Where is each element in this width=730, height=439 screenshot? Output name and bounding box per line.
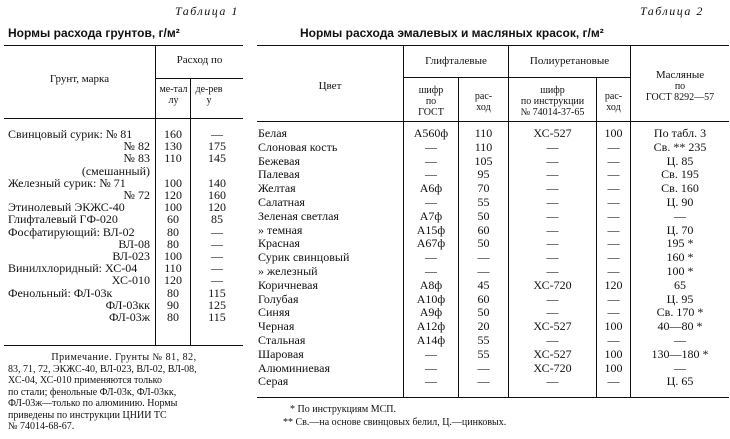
table1-caption: Таблица 1: [175, 4, 239, 18]
metal-rate: 110: [164, 261, 182, 276]
header-line: шифр: [540, 85, 565, 96]
header-line: № 74014-37-65: [520, 107, 585, 118]
oil-rate: 130—180 *: [651, 346, 709, 361]
poly-code: —: [546, 181, 559, 196]
header-line: ГОСТ: [418, 107, 444, 118]
poly-code: ХС-720: [533, 360, 572, 375]
color-name: Серая: [258, 374, 289, 389]
table1-header-primer: Грунт, марка: [49, 73, 110, 85]
oil-rate: —: [674, 360, 686, 375]
glyph-rate: 50: [477, 236, 490, 251]
glyph-rate: 60: [477, 291, 490, 306]
table2-header-glyph: Глифталевые: [425, 55, 487, 67]
glyph-rate: 50: [477, 305, 490, 320]
note-line: Примечание. Грунты № 81, 82,: [51, 352, 197, 363]
poly-code: ХС-527: [533, 126, 572, 140]
wood-rate: —: [211, 127, 223, 141]
primer-name: Винилхлоридный: ХС-04: [8, 261, 138, 276]
glyph-code: А67ф: [416, 236, 446, 251]
primer-name: Глифталевый ГФ-020: [8, 212, 118, 227]
note-line: 83, 71, 72, ЭКЖС-40, ВЛ-023, ВЛ-02, ВЛ-08,: [8, 363, 197, 375]
primer-name: ФЛ-03кк: [105, 297, 150, 312]
header-line: рас-: [474, 91, 493, 102]
color-name: Алюминиевая: [258, 360, 330, 375]
poly-rate: —: [607, 264, 620, 278]
color-name: Красная: [258, 236, 300, 251]
metal-rate: 80: [167, 310, 179, 324]
note-line: приведены по инструкции ЦНИИ ТС: [8, 409, 167, 421]
color-name: Салатная: [258, 195, 305, 209]
wood-rate: 145: [208, 151, 226, 166]
glyph-rate: 50: [477, 208, 490, 223]
glyph-rate: 55: [477, 346, 490, 361]
oil-rate: —: [674, 333, 686, 347]
glyph-rate: 70: [477, 181, 490, 196]
metal-rate: 110: [164, 151, 182, 166]
primer-name: ВЛ-08: [118, 236, 150, 251]
poly-code: —: [546, 167, 559, 182]
poly-rate: —: [607, 167, 620, 182]
primer-name: Свинцовый сурик: № 81: [8, 127, 133, 141]
poly-rate: —: [607, 236, 620, 251]
color-name: Зеленая светлая: [258, 208, 339, 223]
glyph-rate: 55: [477, 333, 490, 347]
wood-rate: —: [211, 249, 223, 263]
poly-code: —: [546, 250, 559, 265]
glyph-rate: 20: [477, 319, 490, 334]
metal-rate: 60: [167, 212, 179, 227]
poly-code: ХС-720: [533, 277, 572, 292]
table1-note: [8, 352, 240, 433]
poly-code: ХС-527: [533, 346, 572, 361]
glyph-code: А560ф: [413, 126, 449, 140]
table2-header-glyph-rate: [459, 91, 508, 113]
wood-rate: —: [211, 273, 223, 288]
poly-code: ХС-527: [533, 319, 572, 334]
color-name: » темная: [258, 222, 303, 237]
oil-rate: По табл. 3: [653, 126, 707, 140]
glyph-code: —: [425, 346, 437, 361]
oil-rate: Св. 195: [661, 167, 699, 182]
glyph-rate: 105: [474, 153, 493, 168]
poly-code: —: [546, 236, 559, 251]
metal-rate: 100: [164, 200, 182, 215]
color-name: Бежевая: [258, 153, 301, 168]
glyph-code: А12ф: [416, 319, 446, 334]
poly-rate: —: [607, 195, 620, 209]
metal-rate: 80: [167, 224, 179, 239]
glyph-code: А14ф: [416, 333, 446, 347]
color-name: Палевая: [258, 167, 300, 182]
primer-name: ХС-010: [111, 273, 150, 288]
note-line: № 74014-68-67.: [8, 421, 75, 432]
poly-rate: —: [607, 305, 620, 320]
table1-title: Нормы расхода грунтов, г/м²: [8, 26, 180, 40]
poly-code: —: [546, 222, 559, 237]
poly-rate: 100: [604, 346, 623, 361]
wood-rate: 120: [208, 200, 226, 215]
metal-rate: 130: [164, 139, 182, 154]
color-name: Голубая: [258, 291, 299, 306]
header-line: рас-: [604, 91, 623, 102]
note-line: ХС-04, ХС-010 применяются только: [8, 375, 162, 386]
table1-header-consumption: Расход по: [176, 54, 223, 66]
wood-rate: 115: [208, 310, 226, 324]
glyph-rate: 55: [477, 195, 490, 209]
poly-code: —: [546, 208, 559, 223]
table1-header-metal: ме-таллу: [159, 84, 188, 106]
wood-rate: —: [211, 261, 223, 276]
primer-name: № 72: [123, 188, 150, 202]
primer-name: Этинолевый ЭКЖС-40: [8, 200, 125, 215]
primer-name: Фосфатирующий: ВЛ-02: [8, 224, 135, 239]
poly-code: —: [546, 333, 559, 347]
header-line: ход: [476, 102, 491, 113]
primer-name: ВЛ-023: [112, 249, 150, 263]
header-line: шифр: [418, 85, 444, 96]
header-line: по: [425, 96, 437, 107]
poly-rate: —: [607, 208, 620, 223]
glyph-code: А7ф: [419, 208, 443, 223]
primer-name: № 83: [123, 151, 150, 166]
poly-rate: —: [607, 139, 620, 154]
poly-code: —: [546, 195, 559, 209]
glyph-code: —: [425, 139, 437, 154]
metal-rate: 120: [164, 188, 182, 202]
metal-rate: 100: [164, 175, 182, 190]
wood-rate: 175: [208, 139, 226, 154]
oil-rate: 40—80 *: [657, 319, 703, 334]
oil-header-line: Масляные: [655, 69, 705, 81]
oil-rate: 160 *: [666, 250, 694, 265]
poly-code: —: [546, 291, 559, 306]
wood-rate: 140: [208, 175, 226, 190]
glyph-code: А8ф: [419, 277, 443, 292]
poly-rate: 120: [604, 277, 623, 292]
oil-rate: Ц. 90: [666, 195, 694, 209]
color-name: Желтая: [258, 181, 296, 196]
oil-rate: Св. 160: [661, 181, 699, 196]
oil-header-line: ГОСТ 8292—57: [645, 92, 715, 103]
poly-rate: —: [607, 153, 620, 168]
glyph-code: —: [425, 374, 437, 389]
glyph-code: —: [425, 264, 437, 278]
note-line: по стали; фенольные ФЛ-03к, ФЛ-03кк,: [8, 386, 177, 398]
oil-rate: Ц. 85: [666, 153, 694, 168]
glyph-rate: —: [477, 360, 490, 375]
color-name: Синяя: [258, 305, 290, 320]
primer-name: (смешанный): [81, 163, 150, 178]
primer-name: ФЛ-03ж: [108, 310, 150, 324]
glyph-code: —: [425, 167, 437, 182]
metal-rate: 80: [167, 285, 179, 300]
oil-rate: 100 *: [666, 264, 694, 278]
poly-code: —: [546, 374, 559, 389]
poly-code: —: [546, 264, 559, 278]
metal-rate: 100: [164, 249, 182, 263]
note-line: ФЛ-03ж—только по алюминию. Нормы: [8, 398, 178, 409]
oil-rate: Св. 170 *: [656, 305, 704, 320]
oil-rate: 65: [674, 277, 686, 292]
oil-rate: 195 *: [666, 236, 694, 251]
header-line: ход: [606, 102, 621, 113]
table2-header-poly-rate: [597, 91, 630, 113]
metal-rate: 90: [167, 297, 179, 312]
oil-rate: Ц. 95: [666, 291, 694, 306]
poly-rate: 100: [604, 319, 623, 334]
color-name: Сурик свинцовый: [258, 250, 350, 265]
color-name: Белая: [258, 126, 288, 140]
glyph-code: —: [425, 360, 437, 375]
glyph-rate: 110: [474, 139, 493, 154]
table2-footnote-2: ** Св.—на основе свинцовых белил, Ц.—цинковых.: [283, 417, 507, 428]
color-name: » железный: [258, 264, 318, 278]
oil-rate: Ц. 65: [666, 374, 694, 389]
poly-code: —: [546, 305, 559, 320]
table2-header-gost-code: [404, 85, 458, 118]
wood-rate: 160: [208, 188, 226, 202]
poly-rate: —: [607, 374, 620, 389]
primer-name: № 82: [123, 139, 150, 154]
poly-code: —: [546, 139, 559, 154]
metal-rate: 160: [164, 127, 182, 141]
wood-rate: 115: [208, 285, 226, 300]
glyph-code: А10ф: [416, 291, 446, 306]
glyph-code: А15ф: [416, 222, 446, 237]
oil-rate: Ц. 70: [666, 222, 694, 237]
glyph-rate: 45: [477, 277, 490, 292]
wood-rate: 85: [211, 212, 223, 227]
glyph-rate: —: [477, 374, 490, 389]
primer-name: Фенольный: ФЛ-03к: [8, 285, 113, 300]
oil-rate: Св. ** 235: [653, 139, 707, 154]
color-name: Шаровая: [258, 346, 304, 361]
glyph-rate: —: [477, 264, 490, 278]
poly-rate: —: [607, 333, 620, 347]
glyph-rate: 110: [474, 126, 493, 140]
glyph-rate: —: [477, 250, 490, 265]
poly-rate: —: [607, 181, 620, 196]
wood-rate: —: [211, 224, 223, 239]
wood-rate: —: [211, 236, 223, 251]
color-name: Черная: [258, 319, 295, 334]
table1-header-wood: де-реву: [195, 84, 223, 106]
glyph-code: —: [425, 195, 437, 209]
poly-rate: 100: [604, 126, 623, 140]
metal-rate: 80: [167, 236, 179, 251]
table2-header-color: Цвет: [318, 80, 342, 92]
color-name: Стальная: [258, 333, 306, 347]
table2-caption: Таблица 2: [640, 4, 704, 18]
glyph-code: А6ф: [419, 181, 443, 196]
color-name: Слоновая кость: [258, 139, 338, 154]
table2-header-oil: [631, 70, 729, 103]
table2-footnote-1: * По инструкциям МСП.: [290, 404, 396, 415]
glyph-rate: 95: [477, 167, 490, 182]
table2-header-poly: Полиуретановые: [529, 55, 610, 67]
poly-rate: —: [607, 291, 620, 306]
primer-name: Железный сурик: № 71: [8, 175, 126, 190]
poly-rate: —: [607, 250, 620, 265]
glyph-code: —: [425, 250, 437, 265]
header-line: по инструкции: [520, 96, 585, 107]
oil-rate: —: [674, 208, 686, 223]
glyph-rate: 60: [477, 222, 490, 237]
poly-code: —: [546, 153, 559, 168]
color-name: Коричневая: [258, 277, 318, 292]
glyph-code: —: [425, 153, 437, 168]
oil-header-line: по: [674, 81, 686, 92]
glyph-code: А9ф: [419, 305, 443, 320]
table2-header-instr-code: [509, 85, 596, 118]
metal-rate: 120: [164, 273, 182, 288]
wood-rate: 125: [208, 297, 226, 312]
table2-title: Нормы расхода эмалевых и масляных красок, г/м²: [300, 26, 604, 40]
poly-rate: 100: [604, 360, 623, 375]
poly-rate: —: [607, 222, 620, 237]
